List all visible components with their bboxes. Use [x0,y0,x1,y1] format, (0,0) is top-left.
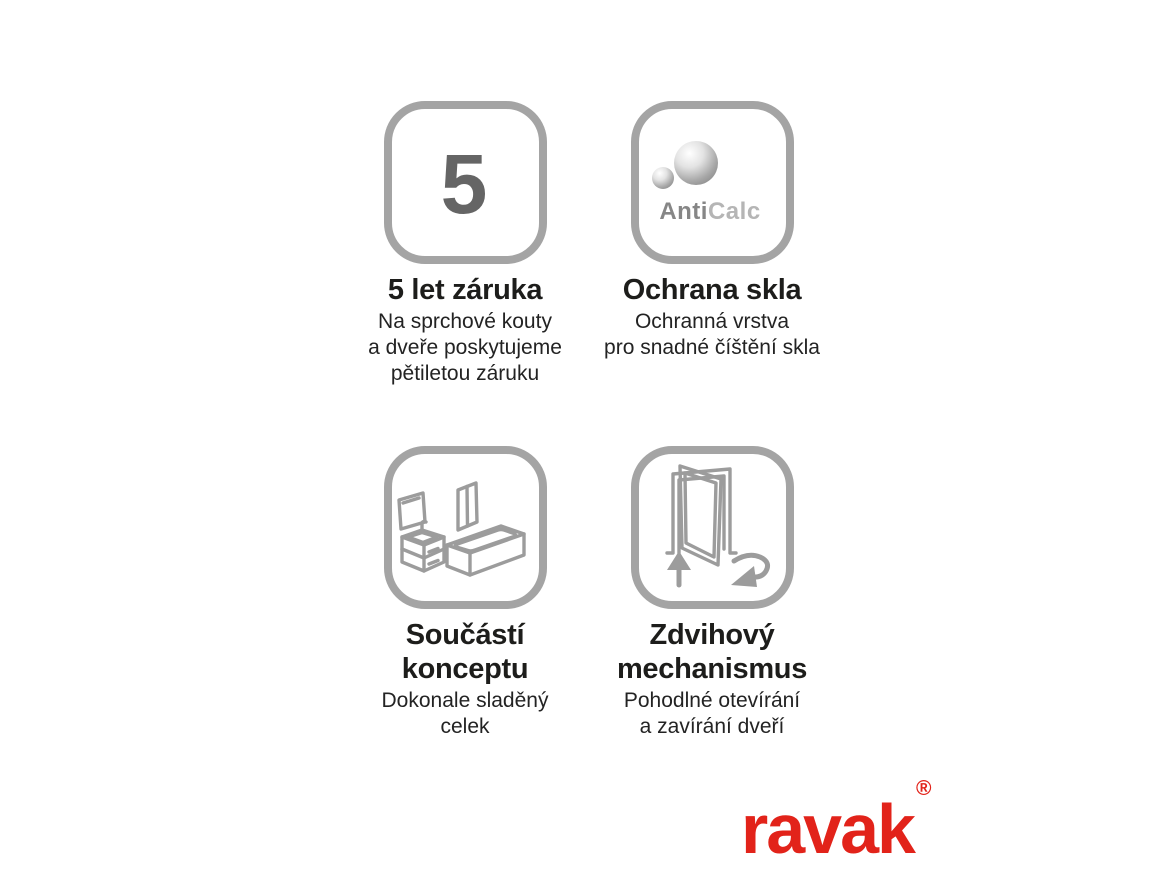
feature-glass-protection [582,100,842,361]
feature-title: Ochrana skla [622,274,802,306]
feature-description: Pohodlné otevírání a zavírání dveří [623,689,801,738]
feature-title: 5 let záruka [387,274,543,306]
five-numeral: 5 [440,137,487,231]
anticalc-label: AntiCalc [658,198,761,225]
lifting-door-icon [630,445,795,610]
ravak-wordmark: ravak [741,790,914,868]
five-badge-icon [383,100,548,265]
bathroom-concept-icon [383,445,548,610]
small-bubble [652,167,674,189]
ravak-logo [741,776,932,868]
feature-title: Součástí konceptu [401,619,529,685]
feature-description: Dokonale sladěný celek [381,689,549,738]
feature-warranty [335,100,595,387]
anticalc-bubbles-icon [630,100,795,265]
large-bubble [674,141,718,185]
feature-lift-mechanism [582,445,842,740]
feature-concept [335,445,595,740]
registered-trademark-symbol: ® [915,776,932,800]
feature-title: Zdvihový mechanismus [616,619,808,685]
feature-description: Na sprchové kouty a dveře poskytujeme pětiletou záruku [368,310,562,385]
feature-description: Ochranná vrstva pro snadné číštění skla [604,310,820,359]
